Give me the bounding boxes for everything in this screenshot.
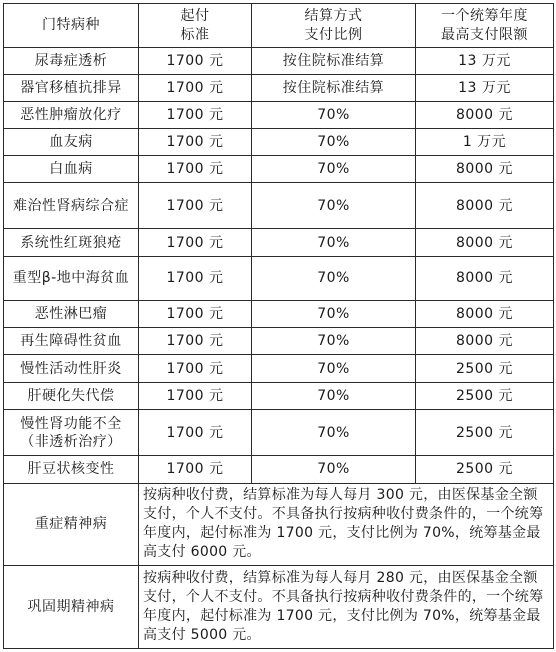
table-row [4,382,554,409]
payment-ratio: 70% [252,456,416,483]
table-row [4,75,554,102]
deductible: 1700 元 [139,409,252,455]
annual-limit: 8000 元 [416,229,554,256]
payment-ratio: 70% [252,355,416,382]
disease-name: 巩固期精神病 [4,566,139,649]
table-row [4,48,554,75]
disease-name: 再生障碍性贫血 [4,328,139,355]
disease-name: 重型β-地中海贫血 [4,256,139,300]
payment-ratio: 70% [252,328,416,355]
payment-ratio: 70% [252,155,416,182]
header-disease: 门特病种 [4,4,139,48]
header-annual-limit: 一个统筹年度 最高支付限额 [416,4,554,48]
disease-name: 慢性活动性肝炎 [4,355,139,382]
disease-name: 恶性淋巴瘤 [4,301,139,328]
disease-name: 血友病 [4,128,139,155]
annual-limit: 2500 元 [416,409,554,455]
disease-name: 恶性肿瘤放化疗 [4,102,139,128]
table-row [4,229,554,256]
table-row [4,409,554,455]
deductible: 1700 元 [139,75,252,102]
deductible: 1700 元 [139,256,252,300]
annual-limit: 1 万元 [416,128,554,155]
settlement-description: 按病种收付费，结算标准为每人每月 300 元，由医保基金全额支付，个人不支付。不具备执行按病种收付费条件的，一个统筹年度内，起付标准为 1700 元，支付比例为 70%，统筹基金最高支付 6000 元。 [139,483,554,566]
disease-name: 慢性肾功能不全（非透析治疗） [4,409,139,455]
table-row [4,456,554,483]
payment-ratio: 70% [252,409,416,455]
disease-name: 尿毒症透析 [4,48,139,75]
payment-ratio: 按住院标准结算 [252,48,416,75]
deductible: 1700 元 [139,456,252,483]
deductible: 1700 元 [139,382,252,409]
table-row [4,183,554,229]
annual-limit: 8000 元 [416,183,554,229]
table-row [4,155,554,182]
table-row [4,128,554,155]
deductible: 1700 元 [139,328,252,355]
table-row [4,256,554,300]
disease-name: 肝豆状核变性 [4,456,139,483]
table-row [4,328,554,355]
deductible: 1700 元 [139,155,252,182]
deductible: 1700 元 [139,229,252,256]
table-row-mental [4,483,554,566]
annual-limit: 2500 元 [416,456,554,483]
annual-limit: 2500 元 [416,382,554,409]
deductible: 1700 元 [139,301,252,328]
deductible: 1700 元 [139,355,252,382]
payment-ratio: 70% [252,301,416,328]
table-row [4,102,554,128]
table-header-row [4,4,554,48]
annual-limit: 8000 元 [416,328,554,355]
annual-limit: 13 万元 [416,48,554,75]
disease-name: 难治性肾病综合症 [4,183,139,229]
table-row-mental [4,566,554,649]
deductible: 1700 元 [139,102,252,128]
annual-limit: 8000 元 [416,102,554,128]
disease-name: 肝硬化失代偿 [4,382,139,409]
disease-name: 系统性红斑狼疮 [4,229,139,256]
outpatient-disease-table [3,3,554,649]
table-row [4,301,554,328]
payment-ratio: 70% [252,183,416,229]
annual-limit: 13 万元 [416,75,554,102]
annual-limit: 8000 元 [416,155,554,182]
payment-ratio: 70% [252,382,416,409]
payment-ratio: 按住院标准结算 [252,75,416,102]
settlement-description: 按病种收付费，结算标准为每人每月 280 元，由医保基金全额支付，个人不支付。不具备执行按病种收付费条件的，一个统筹年度内，起付标准为 1700 元，支付比例为 70%，统筹基金最高支付 5000 元。 [139,566,554,649]
deductible: 1700 元 [139,48,252,75]
disease-name: 重症精神病 [4,483,139,566]
annual-limit: 8000 元 [416,301,554,328]
disease-name: 白血病 [4,155,139,182]
annual-limit: 8000 元 [416,256,554,300]
payment-ratio: 70% [252,256,416,300]
header-deductible: 起付 标准 [139,4,252,48]
annual-limit: 2500 元 [416,355,554,382]
disease-name: 器官移植抗排异 [4,75,139,102]
deductible: 1700 元 [139,183,252,229]
deductible: 1700 元 [139,128,252,155]
payment-ratio: 70% [252,229,416,256]
table-row [4,355,554,382]
payment-ratio: 70% [252,102,416,128]
payment-ratio: 70% [252,128,416,155]
header-settlement: 结算方式 支付比例 [252,4,416,48]
